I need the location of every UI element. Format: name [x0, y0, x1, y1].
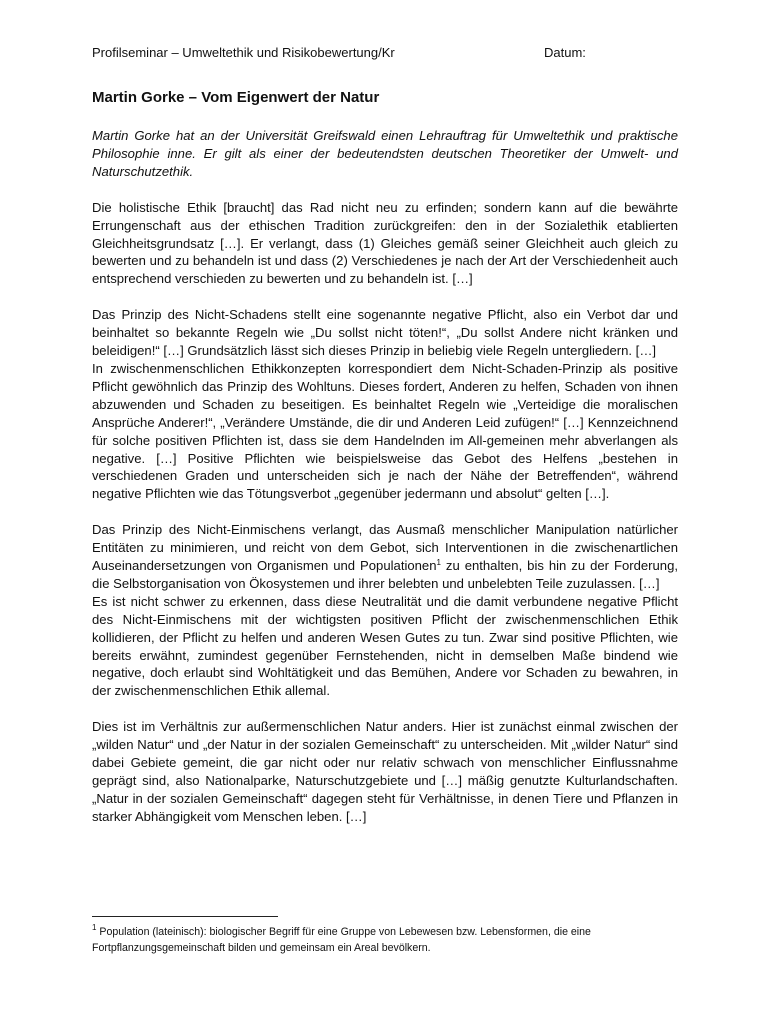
footnote-text: Population (lateinisch): biologischer Begriff für eine Gruppe von Lebewesen bzw. Lebensformen, die eine Fortpflanzungsgemeinschaft bilden und gemeinsam ein Areal bevölkern. — [92, 926, 591, 954]
intro-paragraph: Martin Gorke hat an der Universität Greifswald einen Lehrauftrag für Umweltethik und praktische Philosophie inne. Er gilt als einer der bedeutendsten deutschen Theoretiker der Umwelt- und Naturschutzethik. — [92, 128, 678, 179]
course-title: Profilseminar – Umweltethik und Risikobewertung/Kr — [92, 45, 395, 60]
paragraph-nicht-schaden: Das Prinzip des Nicht-Schadens stellt eine sogenannte negative Pflicht, also ein Verbot dar und beinhaltet so bekannte Regeln wie „Du sollst nicht töten!“, „Du sollst Andere nicht kränken und beleidigen!“ […] Grundsätzlich lässt sich dieses Prinzip in beliebig viele Regeln untergliedern. […] — [92, 307, 678, 359]
date-label: Datum: — [544, 45, 586, 60]
paragraph-holistische-ethik: Die holistische Ethik [braucht] das Rad nicht neu zu erfinden; sondern kann auf die bewährte Errungenschaft aus der ethischen Tradition zurückgreifen: den in der Sozialethik etablierten Gleichheitsgrundsatz […]. Er verlangt, dass (1) Gleiches gemäß seiner Gleichheit auch gleich zu bewerten und zu behandeln ist und dass (2) Verschiedenes je nach der Art der Verschiedenheit auch entsprechend verschieden zu bewerten und zu behandeln ist. […] — [92, 199, 678, 287]
footnote-divider — [92, 916, 278, 917]
paragraph-neutralitaet: Es ist nicht schwer zu erkennen, dass diese Neutralität und die damit verbundene negative Pflicht des Nicht-Einmischens mit der wichtigsten positiven Pflicht der zwischenmenschlichen Ethik kollidieren, der Pflicht zu helfen und anderen Wesen Gutes zu tun. Zwar sind positive Pflichten, wie bereits erwähnt, zumindest gegenüber Fernstehenden, nicht in demselben Maße bindend wie negative, doch erlaubt sind Wohltätigkeit und das Bemühen, Andere vor Schaden zu bewahren, in der zwischenmenschlichen Ethik allemal. — [92, 593, 678, 699]
page-title: Martin Gorke – Vom Eigenwert der Natur — [92, 89, 380, 106]
paragraph-nicht-einmischen-part1: Das Prinzip des Nicht-Einmischens verlangt, das Ausmaß menschlicher Manipulation natürlicher Entitäten zu minimieren, und reicht von dem Gebot, sich Interventionen in die zwischenartlichen Auseinandersetzungen von Organismen und Populationen — [92, 522, 678, 574]
footnote-marker: 1 — [92, 923, 97, 932]
paragraph-nicht-einmischen-part2: zu enthalten, bis hin zu der Forderung, die Selbstorganisation von Ökosystemen und ihrer belebten und unbelebten Teile zuzulassen. […] — [92, 558, 678, 591]
paragraph-wilde-natur: Dies ist im Verhältnis zur außermenschlichen Natur anders. Hier ist zunächst einmal zwischen der „wilden Natur“ und „der Natur in der sozialen Gemeinschaft“ zu unterscheiden. Mit „wilder Natur“ sind dabei Gebiete gemeint, die gar nicht oder nur relativ schwach von menschlicher Einflussnahme geprägt sind, also Nationalparke, Naturschutzgebiete und […] mäßig genutzte Kulturlandschaften. „Natur in der sozialen Gemeinschaft“ dagegen steht für Verhältnisse, in denen Tiere und Pflanzen in starker Abhängigkeit vom Menschen leben. […] — [92, 719, 678, 824]
footnote-reference: 1 — [436, 558, 441, 568]
main-content — [92, 88, 678, 826]
paragraph-wohltun: In zwischenmenschlichen Ethikkonzepten korrespondiert dem Nicht-Schaden-Prinzip als positive Pflicht gewöhnlich das Prinzip des Wohltuns. Dieses fordert, Anderen zu helfen, Schaden von ihnen abzuwenden und Schaden zu beseitigen. Es beinhaltet Regeln wie „Verteidige die moralischen Ansprüche Anderer!“, „Verändere Umstände, die dir und Anderen Leid zufügen!“ […] Kennzeichnend für solche positiven Pflichten ist, dass sie dem Handelnden im All-gemeinen mehr abverlangen als negative. […] Positive Pflichten wie beispielsweise das Gebot des Helfens „bestehen in verschiedenen Graden und unterscheiden sich je nach der Nähe der Betreffenden“, während negative Pflichten wie das Tötungsverbot „gegenüber jedermann und absolut“ gelten […]. — [92, 360, 678, 502]
paragraph-nicht-einmischen — [92, 521, 678, 593]
footnote — [92, 924, 678, 956]
